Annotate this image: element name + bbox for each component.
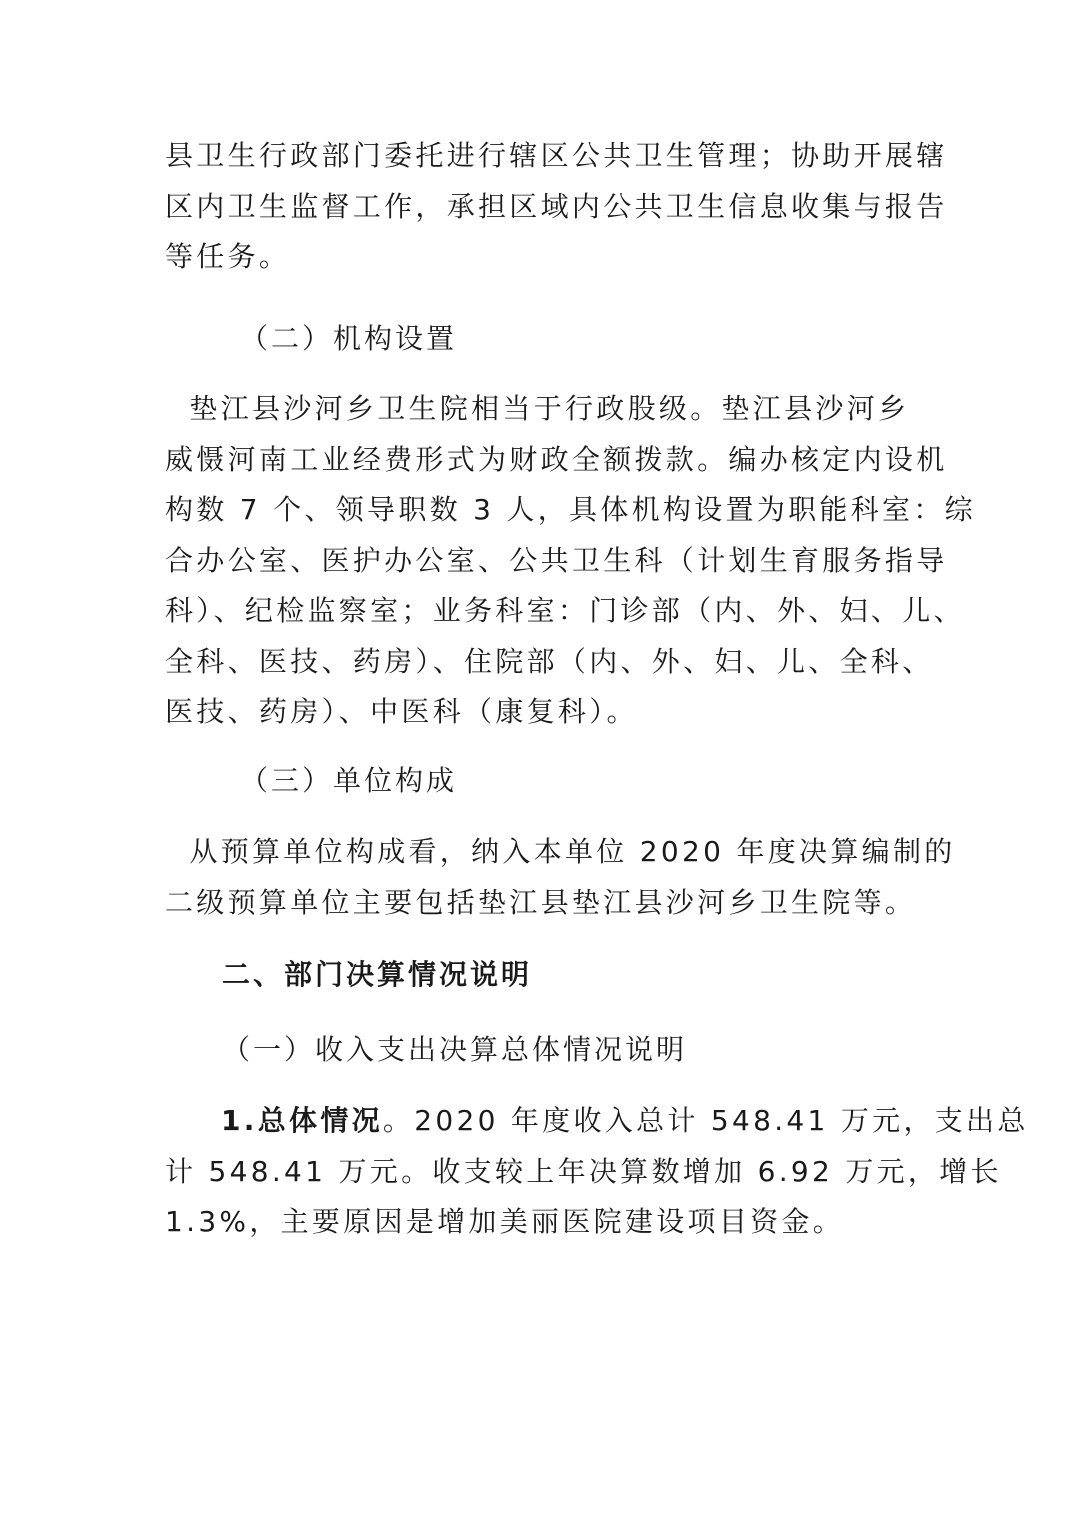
overall-situation-label: 1.总体情况 <box>221 1104 383 1137</box>
text-line: 科）、纪检监察室；业务科室：门诊部（内、外、妇、儿、 <box>165 594 965 627</box>
text-line: 从预算单位构成看，纳入本单位 2020 年度决算编制的 <box>165 835 956 868</box>
text-line: 1.3%，主要原因是增加美丽医院建设项目资金。 <box>165 1205 845 1238</box>
text-line: 区内卫生监督工作，承担区域内公共卫生信息收集与报告 <box>165 189 948 223</box>
paragraph-organization <box>165 384 976 738</box>
heading-section-2: 二、部门决算情况说明 <box>222 958 533 991</box>
text-line: 等任务。 <box>165 240 291 273</box>
heading-income-expenditure: （一）收入支出决算总体情况说明 <box>222 1033 688 1066</box>
paragraph-overall-situation <box>165 1096 1029 1248</box>
text-line: 二级预算单位主要包括垫江县垫江县沙河乡卫生院等。 <box>165 885 917 919</box>
text-line: 医技、药房）、中医科（康复科）。 <box>165 695 638 728</box>
heading-organization-setup: （二）机构设置 <box>240 322 458 355</box>
heading-unit-composition: （三）单位构成 <box>240 764 458 797</box>
overall-situation-text: 。2020 年度收入总计 548.41 万元，支出总 <box>382 1104 1029 1137</box>
text-line: 构数 7 个、领导职数 3 人，具体机构设置为职能科室：综 <box>165 493 976 526</box>
paragraph-unit-composition <box>165 827 956 928</box>
text-line: 威慑河南工业经费形式为财政全额拨款。编办核定内设机 <box>165 442 948 476</box>
text-line: 全科、医技、药房）、住院部（内、外、妇、儿、全科、 <box>165 644 934 678</box>
text-line: 合办公室、医护办公室、公共卫生科（计划生育服务指导 <box>165 543 948 577</box>
text-line: 县卫生行政部门委托进行辖区公共卫生管理；协助开展辖 <box>165 139 948 172</box>
text-line: 垫江县沙河乡卫生院相当于行政股级。垫江县沙河乡 <box>165 392 910 425</box>
text-line <box>165 1096 1029 1147</box>
paragraph-duties <box>165 131 948 283</box>
text-line: 计 548.41 万元。收支较上年决算数增加 6.92 万元，增长 <box>165 1154 1002 1188</box>
